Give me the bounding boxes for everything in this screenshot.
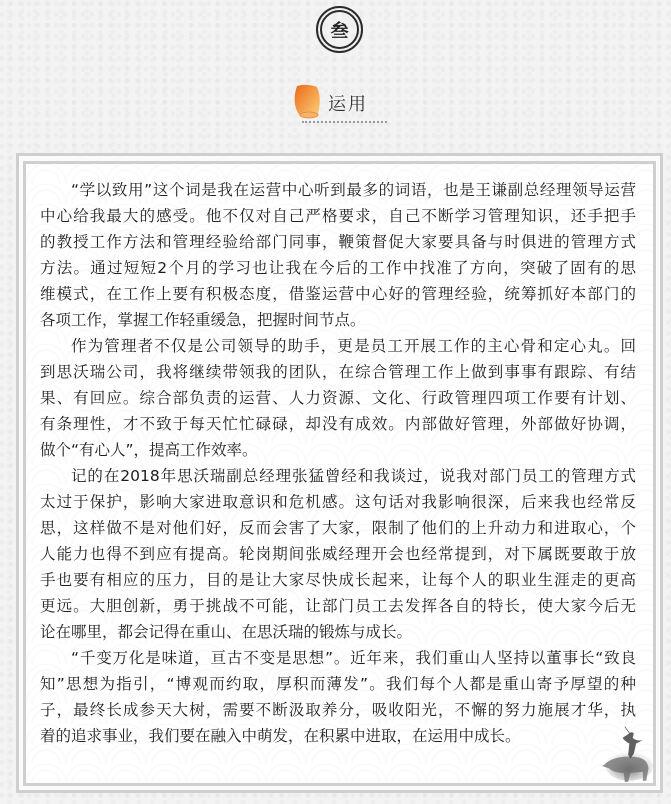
paragraph — [40, 463, 636, 645]
text-line: 维模式，在工作上要有积极态度，借鉴运营中心好的管理经验，统筹抓好本部门的 — [40, 285, 636, 303]
text-line: 作为管理者不仅是公司领导的助手，更是员工开展工作的主心骨和定心丸。回 — [71, 337, 636, 355]
paragraph — [40, 645, 636, 749]
text-line: 的教授工作方法和管理经验给部门同事，鞭策督促大家要具备与时俱进的管理方式 — [40, 233, 636, 251]
section-number: 叁 — [320, 10, 359, 49]
text-line: “千变万化是味道，亘古不变是思想”。近年来，我们重山人坚持以董事长“致良 — [71, 649, 636, 667]
text-line: 做个“有心人”，提高工作效率。 — [40, 441, 258, 459]
text-line: 子，最终长成参天大树，需要不断汲取养分，吸收阳光，不懈的努力施展才华，执 — [40, 701, 636, 719]
text-line: 知”思想为指引，“博观而约取，厚积而薄发”。我们每个人都是重山寄予厚望的种 — [40, 675, 636, 693]
paragraph — [40, 177, 636, 333]
text-line: 思，这样做不是对他们好，反而会害了大家，限制了他们的上升动力和进取心，个 — [40, 519, 636, 537]
sky-lantern-icon — [291, 84, 321, 121]
text-line: 更远。大胆创新，勇于挑战不可能，让部门员工去发挥各自的特长，使大家今后无 — [40, 597, 636, 615]
text-line: 到思沃瑞公司，我将继续带领我的团队，在综合管理工作上做到事事有跟踪、有结 — [40, 363, 636, 381]
text-line: 方法。通过短短2个月的学习也让我在今后的工作中找准了方向，突破了固有的思 — [40, 259, 636, 277]
text-line: 有条理性，才不致于每天忙忙碌碌，却没有成效。内部做好管理，外部做好协调， — [40, 415, 636, 433]
article-frame-inner — [23, 161, 656, 786]
section-title: 运用 — [328, 94, 368, 115]
section-number-badge — [316, 6, 363, 53]
article-frame — [16, 153, 663, 793]
text-line: 中心给我最大的感受。他不仅对自己严格要求，自己不断学习管理知识，还手把手 — [40, 207, 636, 225]
text-line: 各项工作，掌握工作轻重缓急，把握时间节点。 — [40, 311, 366, 329]
text-line: 论在哪里，都会记得在重山、在思沃瑞的锻炼与成长。 — [40, 623, 413, 641]
text-line: 人能力也得不到应有提高。轮岗期间张威经理开会也经常提到，对下属既要敢于放 — [40, 545, 636, 563]
title-dotted-underline — [302, 121, 387, 123]
text-line: 着的追求事业，我们要在融入中萌发，在积累中进取，在运用中成长。 — [40, 727, 521, 745]
article-body — [40, 177, 636, 749]
text-line: “学以致用”这个词是我在运营中心听到最多的词语，也是王谦副总经理领导运营 — [71, 181, 636, 199]
text-line: 太过于保护，影响大家进取意识和危机感。这句话对我影响很深，后来我也经常反 — [40, 493, 636, 511]
text-line: 记的在2018年思沃瑞副总经理张猛曾经和我谈过，说我对部门员工的管理方式 — [71, 467, 636, 485]
paragraph — [40, 333, 636, 463]
text-line: 手也要有相应的压力，目的是让大家尽快成长起来，让每个人的职业生涯走的更高 — [40, 571, 636, 589]
text-line: 果、有回应。综合部负责的运营、人力资源、文化、行政管理四项工作要有计划、 — [40, 389, 636, 407]
